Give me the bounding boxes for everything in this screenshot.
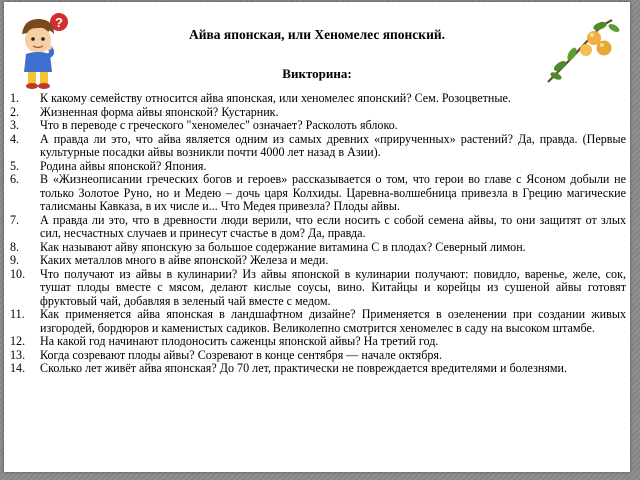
quiz-list: [10, 92, 626, 376]
item-number: 14.: [10, 361, 26, 375]
item-number: 10.: [10, 266, 26, 281]
item-number: 11.: [10, 307, 25, 321]
item-text: А правда ли это, что айва является одним из самых древних «прирученных» растений? Да, правда. (Первые культурные посадки айвы возникли почти 4000 лет назад в Азии).: [40, 131, 626, 159]
item-number: 3.: [10, 118, 20, 132]
item-text: Родина айвы японской? Япония.: [40, 158, 207, 173]
item-text: Жизненная форма айвы японской? Кустарник.: [40, 104, 279, 119]
quiz-subtitle: Викторина:: [282, 66, 352, 81]
item-text: Что получают из айвы в кулинарии? Из айвы японской в кулинарии получают: повидло, варенье, желе, сок, тушат плоды вместе с мясом, делают кислые соусы, вино. Китайцы и корейцы из сушеной айвы готовят фруктовый чай, добавляя в зеленый чай вместе с медом.: [40, 266, 626, 308]
item-number: 1.: [10, 91, 20, 105]
item-text: Как применяется айва японская в ландшафтном дизайне? Применяется в озеленении при создании живых изгородей, бордюров и каменистых садиков. Великолепно смотрится хеномелес в саду на высоком штамбе.: [40, 307, 626, 335]
item-text: К какому семейству относится айва японская, или хеномелес японский? Сем. Розоцветные.: [40, 91, 511, 105]
list-item: [10, 362, 626, 376]
item-number: 7.: [10, 212, 20, 227]
item-number: 13.: [10, 347, 26, 362]
item-number: 6.: [10, 172, 20, 186]
item-number: 9.: [10, 253, 20, 267]
list-item: [10, 92, 626, 106]
item-text: Каких металлов много в айве японской? Железа и меди.: [40, 253, 329, 267]
item-text: В «Жизнеописании греческих богов и героев» рассказывается о том, что герои во главе с Ясоном добыли не только Золотое Руно, но и Медею – дочь царя Колхиды. Царевна-волшебница привезла в Грецию магические талисманы Кавказа, в их числе и... Что Медея привезла? Плоды айвы.: [40, 172, 626, 213]
item-text: Сколько лет живёт айва японская? До 70 лет, практически не повреждается вредителями и болезнями.: [40, 361, 568, 375]
list-item: [10, 335, 626, 349]
list-item: [10, 349, 626, 363]
list-item: [10, 214, 626, 241]
item-number: 4.: [10, 131, 20, 146]
item-text: А правда ли это, что в древности люди верили, что если носить с собой семена айвы, то они защитят от злых сил, несчастных случаев и принесут счастье в дом? Да, правда.: [40, 212, 626, 240]
item-text: Когда созревают плоды айвы? Созревают в конце сентября — начале октября.: [40, 347, 443, 362]
slide: [4, 2, 630, 472]
list-item: [10, 173, 626, 214]
list-item: [10, 268, 626, 309]
item-number: 2.: [10, 104, 20, 119]
question-mark: ?: [55, 15, 63, 30]
item-number: 5.: [10, 158, 20, 173]
item-text: На какой год начинают плодоносить саженцы японской айвы? На третий год.: [40, 334, 439, 348]
item-number: 12.: [10, 334, 26, 348]
list-item: [10, 106, 626, 120]
list-item: [10, 133, 626, 160]
item-text: Как называют айву японскую за большое содержание витамина С в плодах? Северный лимон.: [40, 239, 526, 254]
list-item: [10, 308, 626, 335]
list-item: [10, 241, 626, 255]
item-number: 8.: [10, 239, 20, 254]
item-text: Что в переводе с греческого "хеномелес" означает? Расколоть яблоко.: [40, 118, 398, 132]
page-title: Айва японская, или Хеномелес японский.: [188, 27, 446, 42]
list-item: [10, 119, 626, 133]
list-item: [10, 254, 626, 268]
list-item: [10, 160, 626, 174]
